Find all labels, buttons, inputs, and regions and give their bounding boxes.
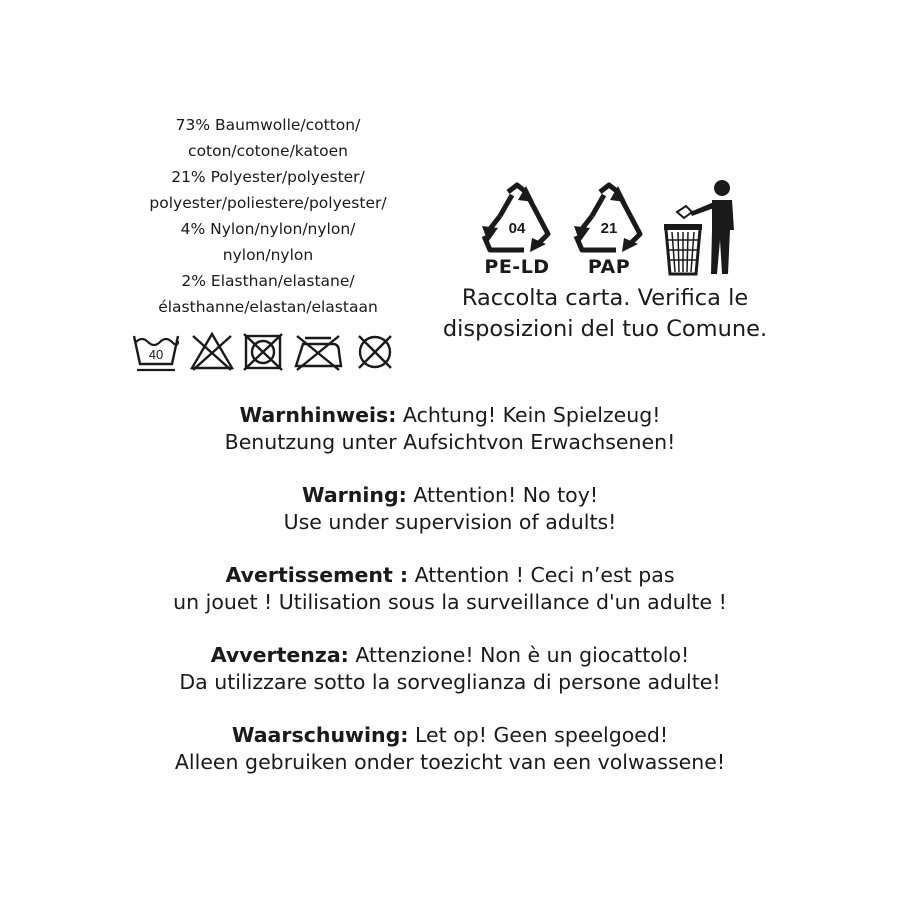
no-bleach-icon (189, 330, 235, 374)
care-symbols (131, 330, 399, 374)
wash-temperature: 40 (148, 347, 164, 362)
composition-line: coton/cotone/katoen (188, 142, 348, 160)
recycling-symbols (470, 174, 750, 284)
recycle-triangle-icon (570, 182, 648, 254)
warning-en (0, 482, 900, 536)
warning-text: Let op! Geen speelgoed! (408, 723, 669, 747)
warning-text: Achtung! Kein Spielzeug! (396, 403, 661, 427)
warning-text: Alleen gebruiken onder toezicht van een volwassene! (174, 750, 726, 774)
composition-line: élasthanne/elastan/elastaan (158, 298, 378, 316)
warning-label: Avertissement : (225, 563, 409, 587)
wash-40-icon (131, 330, 181, 374)
composition-line: 4% Nylon/nylon/nylon/ (180, 220, 356, 238)
composition-line: 21% Polyester/polyester/ (171, 168, 365, 186)
warnings (0, 402, 900, 802)
recycling-note-line: disposizioni del tuo Comune. (442, 316, 768, 342)
warning-text: Benutzung unter Aufsichtvon Erwachsenen! (224, 430, 676, 454)
recycle-code-label: PE-LD (484, 256, 550, 278)
fabric-composition (118, 112, 418, 320)
warning-label: Avvertenza: (210, 643, 349, 667)
warning-text: Attenzione! Non è un giocattolo! (348, 643, 690, 667)
warning-text: Use under supervision of adults! (283, 510, 617, 534)
warning-text: Attention! No toy! (406, 483, 599, 507)
recycle-code-number: 04 (508, 220, 526, 237)
waste-bin-icon (662, 178, 746, 278)
warning-it (0, 642, 900, 696)
recycle-triangle-icon (478, 182, 556, 254)
warning-fr (0, 562, 900, 616)
warning-label: Waarschuwing: (231, 723, 409, 747)
recycle-code-number: 21 (600, 220, 618, 237)
no-iron-icon (291, 330, 345, 374)
composition-line: 2% Elasthan/elastane/ (181, 272, 355, 290)
composition-line: polyester/poliestere/polyester/ (149, 194, 387, 212)
recycle-code-label: PAP (587, 256, 631, 278)
warning-label: Warning: (301, 483, 407, 507)
composition-line: 73% Baumwolle/cotton/ (175, 116, 361, 134)
warning-nl (0, 722, 900, 776)
warning-label: Warnhinweis: (239, 403, 397, 427)
warning-de (0, 402, 900, 456)
warning-text: Da utilizzare sotto la sorveglianza di persone adulte! (179, 670, 721, 694)
no-dry-clean-icon (353, 330, 397, 374)
recycling-note (410, 283, 800, 345)
warning-text: un jouet ! Utilisation sous la surveillance d'un adulte ! (173, 590, 727, 614)
composition-line: nylon/nylon (222, 246, 314, 264)
recycling-note-line: Raccolta carta. Verifica le (461, 285, 749, 311)
warning-text: Attention ! Ceci n’est pas (408, 563, 675, 587)
no-tumble-dry-icon (241, 330, 285, 374)
